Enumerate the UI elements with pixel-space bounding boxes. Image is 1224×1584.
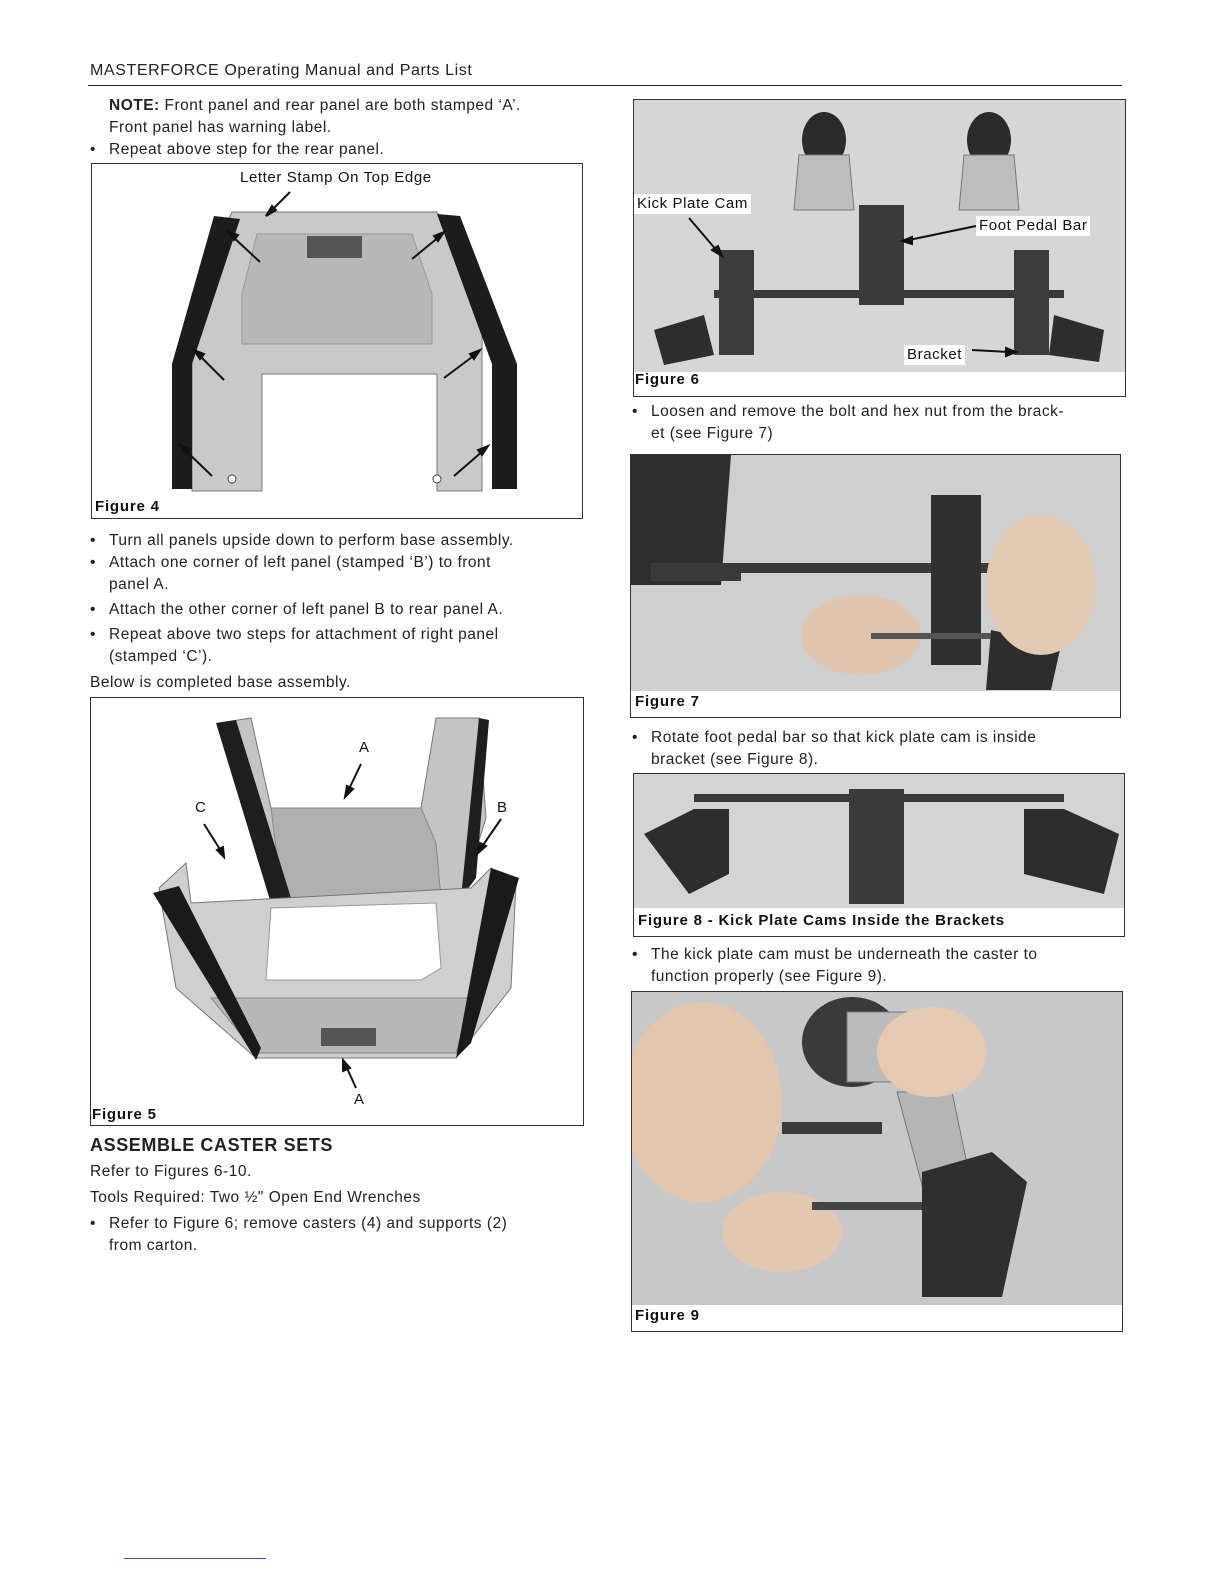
figure-8-caption: Figure 8 - Kick Plate Cams Inside the Brackets: [638, 912, 1005, 929]
step-attach-other-corner: • Attach the other corner of left panel B to rear panel A.: [90, 599, 580, 621]
header-rule: [88, 85, 1122, 86]
tools-required: Tools Required: Two ½" Open End Wrenches: [90, 1189, 421, 1206]
figure-5: [90, 697, 584, 1126]
figure-6-label-foot-pedal-bar: Foot Pedal Bar: [976, 216, 1090, 236]
figure-6-photo: [634, 100, 1125, 396]
note-label: NOTE:: [109, 97, 160, 114]
step-remove-casters: • Refer to Figure 6; remove casters (4) and supports (2) from carton.: [90, 1213, 580, 1257]
refer-figures: Refer to Figures 6-10.: [90, 1163, 252, 1180]
figure-7: [630, 454, 1121, 718]
figure-5-label-a-bottom: A: [351, 1090, 368, 1110]
figure-5-label-a-top: A: [356, 738, 373, 758]
figure-8: [633, 773, 1125, 937]
base-assembly-steps: [90, 530, 580, 694]
figure-6-label-bracket: Bracket: [904, 345, 965, 365]
note-block: [109, 95, 579, 139]
figure-9: [631, 991, 1123, 1332]
caster-section: [90, 1134, 580, 1257]
note-text: Front panel and rear panel are both stamped ‘A’.: [164, 97, 521, 114]
step-cam-underneath: • The kick plate cam must be underneath the caster to function properly (see Figure 9).: [632, 944, 1122, 988]
note-text-2: Front panel has warning label.: [109, 119, 332, 136]
step-attach-left: • Attach one corner of left panel (stamped ‘B’) to front panel A.: [90, 552, 580, 596]
figure-5-caption: Figure 5: [92, 1106, 157, 1123]
completed-base-text: Below is completed base assembly.: [90, 674, 351, 691]
figure-5-label-c: C: [192, 798, 209, 818]
step-rotate: • Rotate foot pedal bar so that kick plate cam is inside bracket (see Figure 8).: [632, 727, 1122, 771]
footer-rule: [124, 1558, 266, 1559]
section-heading: ASSEMBLE CASTER SETS: [90, 1135, 334, 1155]
figure-9-photo: [632, 992, 1122, 1331]
figure-6-caption: Figure 6: [635, 371, 700, 388]
figure-4-illustration: [92, 164, 582, 518]
figure-7-caption: Figure 7: [635, 693, 700, 710]
figure-5-label-b: B: [494, 798, 511, 818]
figure-6-label-kick-plate-cam: Kick Plate Cam: [634, 194, 751, 214]
page-header: MASTERFORCE Operating Manual and Parts List: [90, 62, 473, 79]
figure-4: [91, 163, 583, 519]
step-turn-panels: • Turn all panels upside down to perform base assembly.: [90, 530, 580, 552]
figure-7-photo: [631, 455, 1120, 717]
figure-5-illustration: [91, 698, 583, 1125]
figure-4-callout-letter-stamp: Letter Stamp On Top Edge: [237, 168, 435, 188]
bullet-repeat: • Repeat above step for the rear panel.: [90, 139, 599, 161]
figure-9-caption: Figure 9: [635, 1307, 700, 1324]
figure-4-caption: Figure 4: [95, 498, 160, 515]
figure-6: [633, 99, 1126, 397]
step-loosen: • Loosen and remove the bolt and hex nut from the brack- et (see Figure 7): [632, 401, 1122, 445]
step-repeat-right: • Repeat above two steps for attachment of right panel (stamped ‘C’).: [90, 624, 580, 668]
